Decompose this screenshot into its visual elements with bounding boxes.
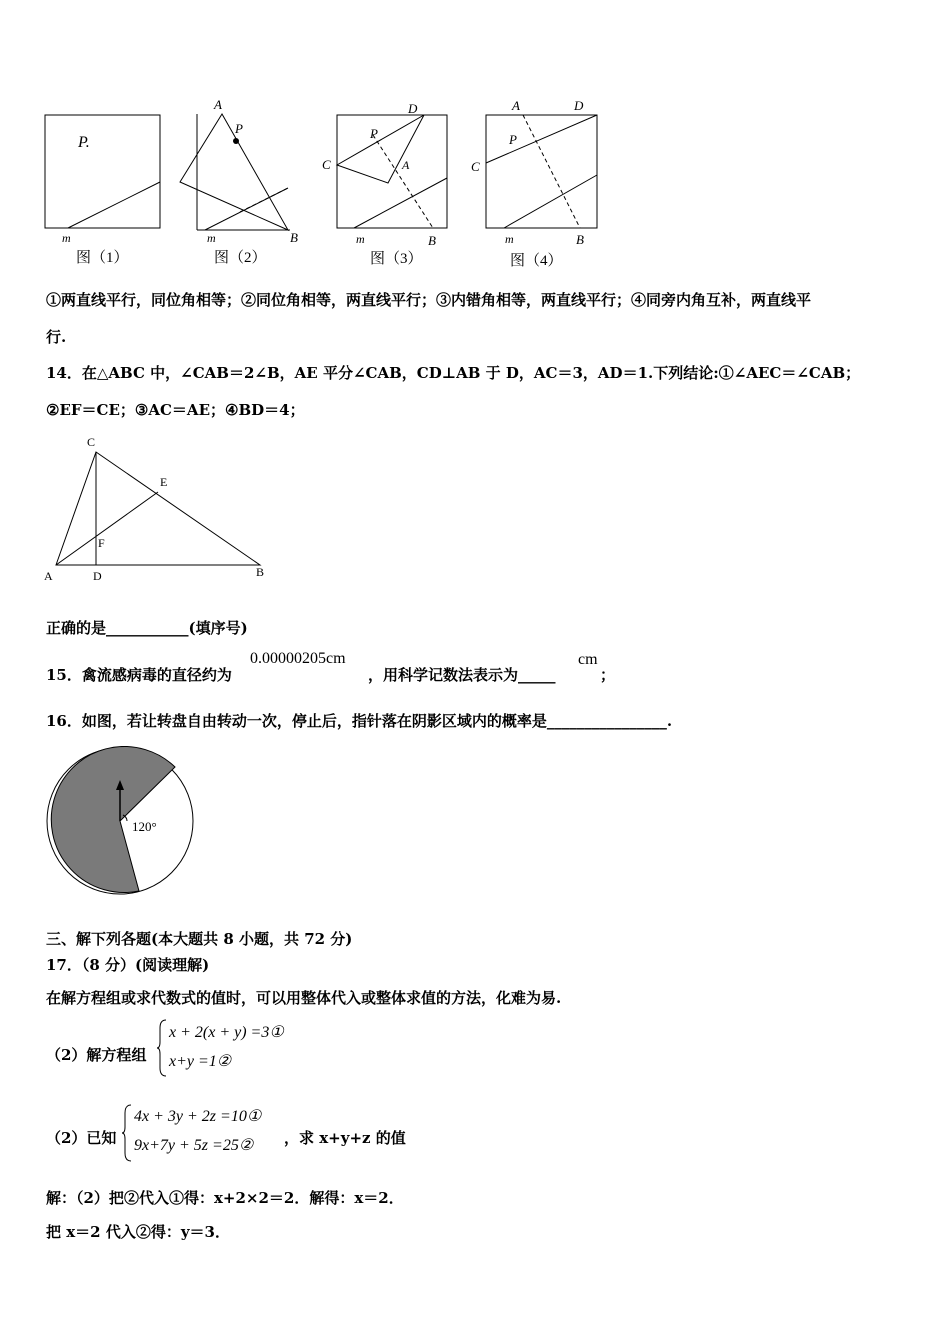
- fig4-label-d: D: [574, 98, 584, 113]
- figure-4: [468, 95, 618, 275]
- q17-part1-eq2: x+y =1②: [169, 1053, 232, 1070]
- q17-solution-line2: 把 x＝2 代入②得：y＝3．: [46, 1223, 230, 1241]
- q16-spinner: [44, 746, 199, 896]
- q16-text: 16．如图，若让转盘自由转动一次，停止后，指针落在阴影区域内的概率是________________.: [46, 712, 673, 730]
- q13-reasons-line2: 行.: [46, 328, 67, 346]
- q14-label-e: E: [160, 475, 168, 489]
- fig4-label-a: A: [512, 98, 520, 113]
- figure-3: [318, 95, 468, 275]
- q14-triangle-figure: [40, 432, 280, 592]
- figure-1: [40, 100, 170, 270]
- q13-reasons-line1: ①两直线平行，同位角相等；②同位角相等，两直线平行；③内错角相等，两直线平行；④同旁内角互补，两直线平: [46, 291, 812, 309]
- fig2-label-p: P: [235, 121, 243, 136]
- fig3-label-a: A: [402, 158, 410, 172]
- q17-part1-label: （2）解方程组: [46, 1046, 147, 1064]
- q15-end: ；: [600, 666, 616, 684]
- q17-intro: 在解方程组或求代数式的值时，可以用整体代入或整体求值的方法，化难为易.: [46, 989, 562, 1007]
- q15-unit: cm: [578, 651, 598, 668]
- q17-part2-label: （2）已知: [46, 1129, 117, 1147]
- fig3-label-m: m: [356, 232, 365, 246]
- fig1-label-m: m: [62, 231, 71, 245]
- fig4-caption: 图（4）: [510, 253, 563, 269]
- fig1-caption: 图（1）: [76, 250, 129, 266]
- fig2-label-b: B: [290, 230, 298, 245]
- fig2-label-m: m: [207, 231, 216, 245]
- q14-label-f: F: [98, 536, 105, 550]
- fig3-label-c: C: [322, 157, 331, 172]
- fig2-label-a: A: [214, 97, 222, 112]
- fig4-label-b: B: [576, 232, 584, 247]
- section3-title: 三、解下列各题(本大题共 8 小题，共 72 分): [46, 930, 353, 948]
- fig3-label-p: P: [370, 126, 378, 141]
- fig3-label-d: D: [408, 101, 418, 116]
- figure-2: [170, 92, 310, 272]
- q14-label-a: A: [44, 569, 53, 583]
- q17-part1-brace: [156, 1018, 168, 1078]
- fig3-caption: 图（3）: [370, 251, 423, 267]
- q16-angle-label: 120°: [132, 819, 157, 834]
- q17-solution-line1: 解：（2）把②代入①得：x+2×2＝2．解得：x＝2．: [46, 1189, 404, 1207]
- fig3-label-b: B: [428, 233, 436, 248]
- q14-text-line1: 14．在△ABC 中，∠CAB＝2∠B，AE 平分∠CAB，CD⊥AB 于 D，AC＝3，AD＝1.下列结论:①∠AEC＝∠CAB；: [46, 364, 861, 382]
- q14-label-b: B: [256, 565, 265, 579]
- q17-part1-eq1: x + 2(x + y) =3①: [169, 1024, 284, 1041]
- fig4-label-c: C: [471, 159, 480, 174]
- q17-part2-eq1: 4x + 3y + 2z =10①: [134, 1108, 262, 1125]
- q15-mid: ，用科学记数法表示为_____: [368, 666, 556, 684]
- q15-prefix: 15．禽流感病毒的直径约为: [46, 666, 232, 684]
- q17-part2-ask: ，求 x+y+z 的值: [284, 1129, 406, 1147]
- q17-header: 17．（8 分）(阅读理解): [46, 956, 210, 974]
- q17-part2-brace: [121, 1103, 133, 1163]
- fig2-caption: 图（2）: [214, 250, 267, 266]
- q14-label-c: C: [87, 435, 96, 449]
- q17-part2-eq2: 9x+7y + 5z =25②: [134, 1137, 254, 1154]
- q14-answer-blank: 正确的是___________(填序号): [46, 619, 248, 637]
- q15-value: 0.00000205cm: [250, 650, 346, 667]
- fig1-label-p: P.: [78, 134, 90, 151]
- q14-label-d: D: [93, 569, 102, 583]
- q14-text-line2: ②EF＝CE；③AC＝AE；④BD＝4；: [46, 401, 305, 419]
- fig4-label-m: m: [505, 232, 514, 246]
- fig4-label-p: P: [509, 132, 517, 147]
